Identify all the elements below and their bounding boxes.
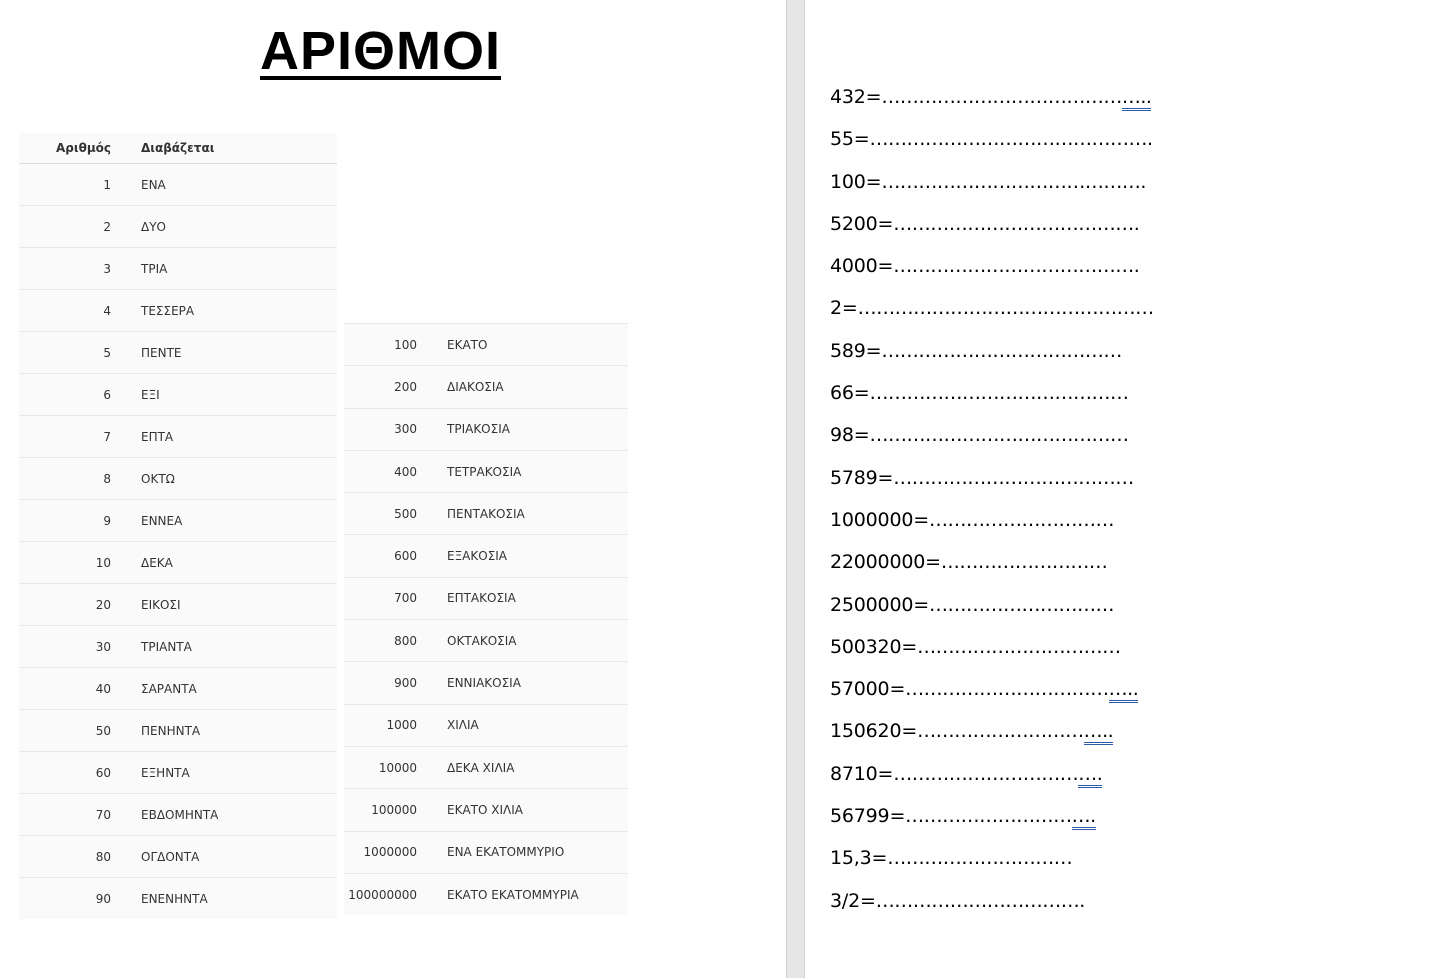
table-row	[19, 626, 337, 668]
table-row	[19, 794, 337, 836]
number-cell: 8	[19, 458, 111, 500]
answer-blank: ……………………………	[917, 635, 1121, 658]
reading-cell: ΕΝΝΙΑΚΟΣΙΑ	[417, 662, 628, 704]
reading-cell: ΕΚΑΤΟ ΕΚΑΤΟΜΜΥΡΙΑ	[417, 873, 628, 915]
table-row	[344, 450, 628, 492]
table-row	[344, 704, 628, 746]
answer-blank: …………………………	[893, 762, 1079, 785]
number-cell: 2	[19, 206, 111, 248]
table-row	[344, 493, 628, 535]
exercise-number: 22000000=	[830, 551, 941, 574]
grammar-mark: ….	[1072, 805, 1096, 830]
exercise-item	[830, 548, 1154, 590]
table-row	[344, 577, 628, 619]
answer-blank: ………………………	[917, 720, 1084, 743]
column-header-number: Αριθμός	[19, 133, 111, 164]
number-cell: 100000000	[344, 873, 417, 915]
table-row	[344, 620, 628, 662]
answer-blank: ………………………………….	[893, 212, 1140, 235]
reading-cell: ΕΝΕΝΗΝΤΑ	[111, 878, 337, 920]
exercise-item	[830, 506, 1154, 548]
answer-blank: ………………………	[905, 805, 1072, 828]
reading-cell: ΕΙΚΟΣΙ	[111, 584, 337, 626]
exercise-item	[830, 887, 1154, 929]
exercise-number: 500320=	[830, 635, 918, 658]
reading-cell: ΧΙΛΙΑ	[417, 704, 628, 746]
number-cell: 700	[344, 577, 417, 619]
exercise-number: 3/2=	[830, 889, 876, 912]
exercise-number: 150620=	[830, 720, 918, 743]
number-cell: 1000	[344, 704, 417, 746]
exercise-number: 66=	[830, 382, 870, 405]
exercise-item	[830, 294, 1154, 336]
exercise-item	[830, 591, 1154, 633]
number-cell: 7	[19, 416, 111, 458]
grammar-mark: …..	[1122, 86, 1152, 111]
reading-cell: ΕΞΗΝΤΑ	[111, 752, 337, 794]
answer-blank: …………………………………	[893, 466, 1134, 489]
number-cell: 40	[19, 668, 111, 710]
answer-blank: ……………………………………	[869, 382, 1129, 405]
table-row	[19, 500, 337, 542]
table-row	[344, 324, 628, 366]
exercise-item	[830, 464, 1154, 506]
exercise-item	[830, 633, 1154, 675]
table-row	[19, 248, 337, 290]
table-row	[19, 206, 337, 248]
table-row	[344, 873, 628, 915]
reading-cell: ΕΞΙ	[111, 374, 337, 416]
number-cell: 10000	[344, 746, 417, 788]
table-row	[344, 535, 628, 577]
reading-cell: ΕΞΑΚΟΣΙΑ	[417, 535, 628, 577]
number-cell: 6	[19, 374, 111, 416]
table-row	[344, 366, 628, 408]
number-cell: 30	[19, 626, 111, 668]
exercise-number: 1000000=	[830, 508, 929, 531]
table-row	[19, 542, 337, 584]
reading-cell: ΠΕΝΤΑΚΟΣΙΑ	[417, 493, 628, 535]
number-cell: 3	[19, 248, 111, 290]
exercise-item	[830, 210, 1154, 252]
exercise-number: 2500000=	[830, 593, 929, 616]
grammar-mark: …..	[1084, 720, 1114, 745]
table-row	[19, 584, 337, 626]
exercise-item	[830, 717, 1154, 759]
exercise-number: 98=	[830, 424, 870, 447]
exercise-item	[830, 168, 1154, 210]
reading-cell: ΕΚΑΤΟ	[417, 324, 628, 366]
reading-cell: ΔΥΟ	[111, 206, 337, 248]
reading-cell: ΕΝΑ	[141, 177, 166, 192]
exercise-list	[830, 83, 1154, 929]
numbers-table-1	[19, 133, 337, 919]
exercise-number: 55=	[830, 128, 870, 151]
exercise-number: 5200=	[830, 212, 894, 235]
exercise-item	[830, 83, 1154, 125]
numbers-table-2	[344, 323, 628, 915]
exercise-number: 56799=	[830, 805, 906, 828]
reading-cell: ΕΒΔΟΜΗΝΤΑ	[111, 794, 337, 836]
number-cell: 20	[19, 584, 111, 626]
reading-cell: ΤΡΙΑΚΟΣΙΑ	[417, 408, 628, 450]
reading-cell: ΠΕΝΤΕ	[111, 332, 337, 374]
table-row	[19, 668, 337, 710]
exercise-number: 100=	[830, 170, 882, 193]
reading-cell: ΤΕΣΣΕΡΑ	[111, 290, 337, 332]
number-cell: 800	[344, 620, 417, 662]
reading-cell: ΕΚΑΤΟ ΧΙΛΙΑ	[417, 789, 628, 831]
exercise-number: 2=	[830, 297, 858, 320]
number-cell: 100000	[344, 789, 417, 831]
exercise-item	[830, 252, 1154, 294]
answer-blank: …………………………	[928, 593, 1114, 616]
exercise-item	[830, 760, 1154, 802]
number-cell: 80	[19, 836, 111, 878]
reading-cell: ΤΡΙΑ	[111, 248, 337, 290]
exercise-item	[830, 802, 1154, 844]
number-cell: 400	[344, 450, 417, 492]
page-gutter	[786, 0, 805, 978]
reading-cell: ΔΕΚΑ ΧΙΛΙΑ	[417, 746, 628, 788]
answer-blank: …………………………………	[881, 339, 1122, 362]
answer-blank: ……………………………………	[869, 424, 1129, 447]
reading-cell: ΟΚΤΩ	[111, 458, 337, 500]
column-header-reading: Διαβάζεται	[111, 133, 337, 164]
table-header-row	[19, 133, 337, 164]
table-row	[344, 831, 628, 873]
answer-blank: …………………………………	[881, 86, 1122, 108]
table-row	[344, 662, 628, 704]
grammar-mark: ….	[1078, 763, 1102, 788]
exercise-item	[830, 125, 1154, 167]
number-cell: 90	[19, 878, 111, 920]
answer-blank: …………………………………….	[881, 170, 1146, 193]
exercise-item	[830, 421, 1154, 463]
number-cell: 70	[19, 794, 111, 836]
number-cell: 9	[19, 500, 111, 542]
number-cell: 200	[344, 366, 417, 408]
number-cell: 300	[344, 408, 417, 450]
table-row	[19, 290, 337, 332]
grammar-mark: …..	[1109, 678, 1139, 703]
answer-blank: …………………………………………	[857, 297, 1154, 320]
reading-cell: ΣΑΡΑΝΤΑ	[111, 668, 337, 710]
exercise-number: 15,3=	[830, 847, 888, 870]
reading-cell: ΟΓΔΟΝΤΑ	[111, 836, 337, 878]
exercise-item	[830, 844, 1154, 886]
table-row	[19, 752, 337, 794]
table-row	[19, 710, 337, 752]
answer-blank: ………………………	[940, 551, 1108, 574]
reading-cell: ΕΝΝΕΑ	[111, 500, 337, 542]
answer-blank: …………………………	[928, 508, 1114, 531]
reading-cell: ΤΡΙΑΝΤΑ	[111, 626, 337, 668]
exercise-number: 589=	[830, 339, 882, 362]
table-row	[344, 408, 628, 450]
exercise-number: 432=	[830, 86, 882, 108]
answer-blank: …………………………	[887, 847, 1073, 870]
table-row	[19, 416, 337, 458]
number-cell: 5	[19, 332, 111, 374]
table-row	[19, 374, 337, 416]
table-row	[19, 458, 337, 500]
number-cell: 10	[19, 542, 111, 584]
exercise-number: 4000=	[830, 255, 894, 278]
exercise-number: 8710=	[830, 762, 894, 785]
answer-blank: ………………………………….	[893, 255, 1140, 278]
exercise-item	[830, 337, 1154, 379]
answer-blank: ……………………………………….	[869, 128, 1153, 151]
page-title: ΑΡΙΘΜΟΙ	[260, 21, 502, 81]
reading-cell: ΕΝΑ ΕΚΑΤΟΜΜΥΡΙΟ	[417, 831, 628, 873]
answer-blank: ……………………………	[905, 678, 1109, 701]
reading-cell: ΕΠΤΑΚΟΣΙΑ	[417, 577, 628, 619]
table-row	[344, 746, 628, 788]
number-cell: 1	[103, 177, 111, 192]
table-row	[19, 836, 337, 878]
number-cell: 500	[344, 493, 417, 535]
reading-cell: ΔΕΚΑ	[111, 542, 337, 584]
table-row	[19, 878, 337, 920]
reading-cell: ΤΕΤΡΑΚΟΣΙΑ	[417, 450, 628, 492]
number-cell: 600	[344, 535, 417, 577]
document-page-right	[805, 0, 1453, 978]
number-cell: 1000000	[344, 831, 417, 873]
table-row	[19, 164, 337, 206]
reading-cell: ΠΕΝΗΝΤΑ	[111, 710, 337, 752]
number-cell: 50	[19, 710, 111, 752]
table-row	[344, 789, 628, 831]
reading-cell: ΟΚΤΑΚΟΣΙΑ	[417, 620, 628, 662]
answer-blank: …………………………….	[875, 889, 1085, 912]
exercise-item	[830, 379, 1154, 421]
exercise-number: 57000=	[830, 678, 906, 701]
number-cell: 4	[19, 290, 111, 332]
number-cell: 60	[19, 752, 111, 794]
reading-cell: ΔΙΑΚΟΣΙΑ	[417, 366, 628, 408]
number-cell: 100	[344, 324, 417, 366]
table-row	[19, 332, 337, 374]
number-cell: 900	[344, 662, 417, 704]
exercise-number: 5789=	[830, 466, 894, 489]
exercise-item	[830, 675, 1154, 717]
reading-cell: ΕΠΤΑ	[111, 416, 337, 458]
